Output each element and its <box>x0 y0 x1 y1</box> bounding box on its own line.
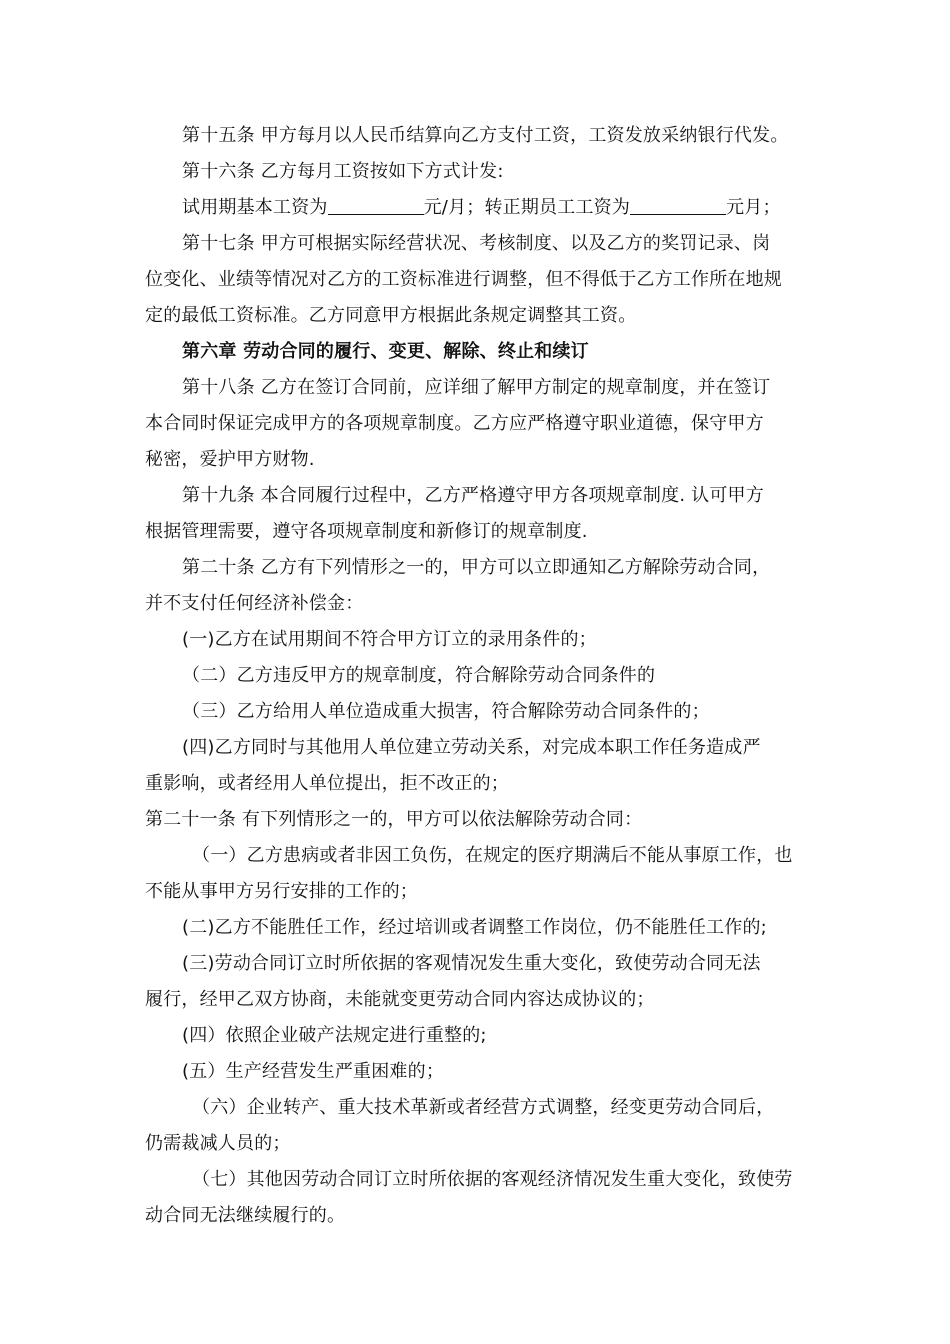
article-21-item-1-line-2: 不能从事甲方另行安排的工作的； <box>145 881 418 902</box>
article-20-line-1: 第二十条 乙方有下列情形之一的，甲方可以立即通知乙方解除劳动合同， <box>182 557 771 578</box>
article-19-line-2: 根据管理需要，遵守各项规章制度和新修订的规章制度. <box>145 521 588 542</box>
article-17-line-2: 位变化、业绩等情况对乙方的工资标准进行调整，但不得低于乙方工作所在地规 <box>145 269 782 290</box>
article-20-item-1: (一)乙方在试用期间不符合甲方订立的录用条件的； <box>182 629 597 650</box>
article-21-heading: 第二十一条 有下列情形之一的，甲方可以依法解除劳动合同： <box>145 809 643 830</box>
article-15: 第十五条 甲方每月以人民币结算向乙方支付工资，工资发放采纳银行代发。 <box>182 125 789 146</box>
article-18-line-3: 秘密，爱护甲方财物. <box>145 449 315 470</box>
article-16: 第十六条 乙方每月工资按如下方式计发: <box>182 161 504 182</box>
article-18-line-1: 第十八条 乙方在签订合同前，应详细了解甲方制定的规章制度，并在签订 <box>182 377 771 398</box>
article-20-item-3: （三）乙方给用人单位造成重大损害，符合解除劳动合同条件的； <box>182 701 710 722</box>
article-21-item-3-line-2: 履行，经甲乙双方协商，未能就变更劳动合同内容达成协议的； <box>145 989 655 1010</box>
article-17-line-3: 定的最低工资标准。乙方同意甲方根据此条规定调整其工资。 <box>145 305 637 326</box>
wage-line <box>182 196 781 220</box>
wage-probation-label: 试用期基本工资为 <box>182 197 328 218</box>
probation-wage-blank <box>328 196 424 215</box>
article-18-line-2: 本合同时保证完成甲方的各项规章制度。乙方应严格遵守职业道德，保守甲方 <box>145 413 764 434</box>
article-21-item-3-line-1: (三)劳动合同订立时所依据的客观情况发生重大变化，致使劳动合同无法 <box>182 953 761 974</box>
article-20-item-4-line-2: 重影响，或者经用人单位提出，拒不改正的； <box>145 773 509 794</box>
chapter-6-heading: 第六章 劳动合同的履行、变更、解除、终止和续订 <box>182 341 589 362</box>
article-20-line-2: 并不支付任何经济补偿金： <box>145 593 364 614</box>
article-19-line-1: 第十九条 本合同履行过程中，乙方严格遵守甲方各项规章制度. 认可甲方 <box>182 485 764 506</box>
article-17-line-1: 第十七条 甲方可根据实际经营状况、考核制度、以及乙方的奖罚记录、岗 <box>182 233 771 254</box>
article-21-item-2: (二)乙方不能胜任工作，经过培训或者调整工作岗位，仍不能胜任工作的; <box>182 917 767 938</box>
article-21-item-5: (五）生产经营发生严重困难的； <box>182 1061 445 1082</box>
article-20-item-2: （二）乙方违反甲方的规章制度，符合解除劳动合同条件的 <box>182 665 656 686</box>
article-21-item-6-line-1: （六）企业转产、重大技术革新或者经营方式调整，经变更劳动合同后， <box>192 1097 775 1118</box>
wage-unit-label: 元月； <box>726 197 781 218</box>
article-20-item-4-line-1: (四)乙方同时与其他用人单位建立劳动关系，对完成本职工作任务造成严 <box>182 737 761 758</box>
article-21-item-6-line-2: 仍需裁减人员的； <box>145 1133 291 1154</box>
article-21-item-7-line-1: （七）其他因劳动合同订立时所依据的客观经济情况发生重大变化，致使劳 <box>192 1169 793 1190</box>
wage-regular-label: 元/月；转正期员工工资为 <box>423 197 631 218</box>
article-21-item-7-line-2: 动合同无法继续履行的。 <box>145 1205 346 1226</box>
article-21-item-1-line-1: （一）乙方患病或者非因工负伤，在规定的医疗期满后不能从事原工作，也 <box>192 845 793 866</box>
regular-wage-blank <box>630 196 726 215</box>
article-21-item-4: (四）依照企业破产法规定进行重整的; <box>182 1025 487 1046</box>
